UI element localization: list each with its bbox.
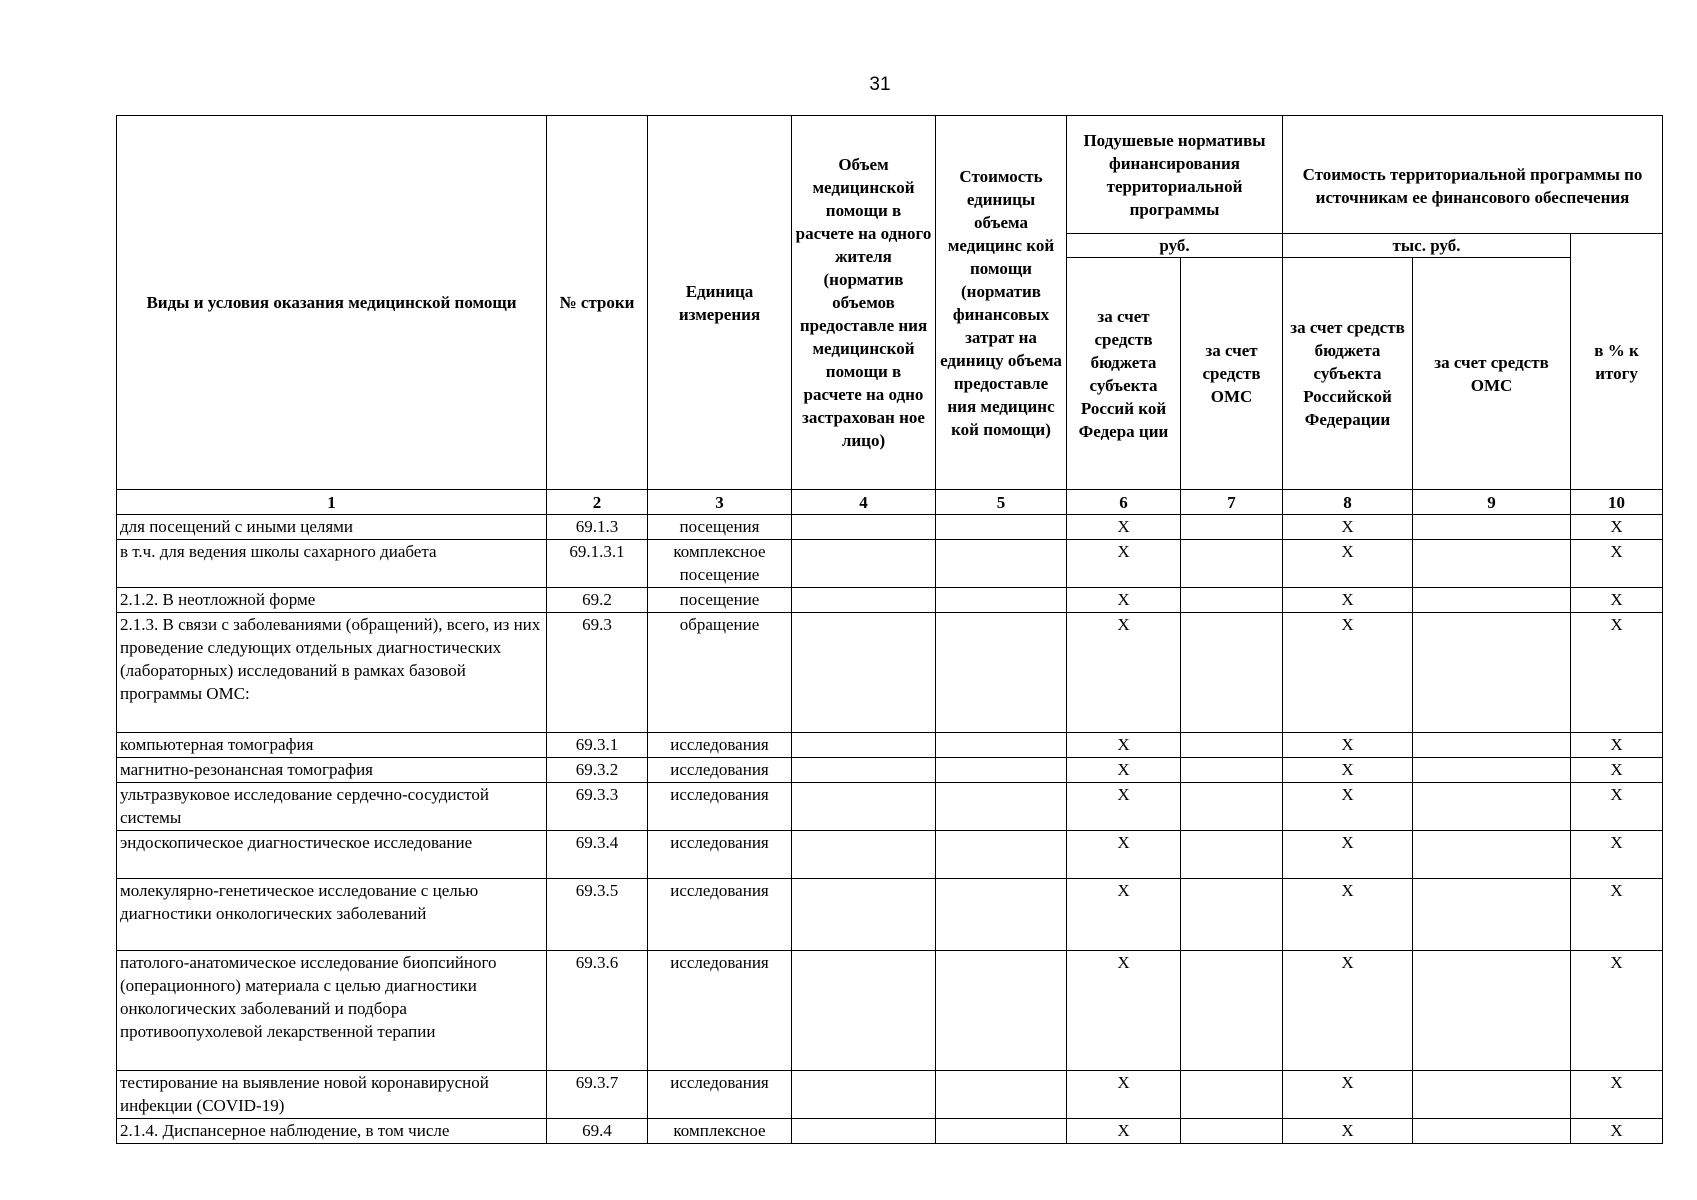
column-number: 4	[792, 490, 936, 515]
header-percapita-group: Подушевые нормативы финансирования территориальной программы	[1067, 116, 1283, 234]
row-number: 69.2	[547, 588, 648, 613]
row-unit: обращение	[648, 613, 792, 733]
row-name: ультразвуковое исследование сердечно-сосудистой системы	[117, 783, 547, 831]
table-row	[117, 1119, 1663, 1144]
row-unit-cost	[936, 613, 1067, 733]
row-volume	[792, 588, 936, 613]
row-unit-cost	[936, 1119, 1067, 1144]
row-oms-percapita	[1181, 879, 1283, 951]
table-row	[117, 758, 1663, 783]
row-number: 69.3.2	[547, 758, 648, 783]
row-oms-cost	[1413, 758, 1571, 783]
header-percent-of-total: в % к итогу	[1571, 234, 1663, 490]
row-oms-cost	[1413, 1119, 1571, 1144]
header-unit-rub: руб.	[1067, 234, 1283, 258]
row-number: 69.3.5	[547, 879, 648, 951]
row-oms-cost	[1413, 951, 1571, 1071]
row-name: тестирование на выявление новой коронавирусной инфекции (COVID-19)	[117, 1071, 547, 1119]
row-budget-cost: X	[1283, 1071, 1413, 1119]
row-oms-cost	[1413, 879, 1571, 951]
row-name: 2.1.2. В неотложной форме	[117, 588, 547, 613]
row-budget-cost: X	[1283, 783, 1413, 831]
row-oms-cost	[1413, 831, 1571, 879]
row-name: магнитно-резонансная томография	[117, 758, 547, 783]
row-percent: X	[1571, 613, 1663, 733]
row-unit-cost	[936, 831, 1067, 879]
row-oms-percapita	[1181, 831, 1283, 879]
row-unit-cost	[936, 879, 1067, 951]
table-header	[117, 116, 1663, 490]
table-row	[117, 1071, 1663, 1119]
row-oms-cost	[1413, 540, 1571, 588]
row-number: 69.3.4	[547, 831, 648, 879]
row-unit-cost	[936, 588, 1067, 613]
row-unit: посещение	[648, 588, 792, 613]
row-budget-cost: X	[1283, 515, 1413, 540]
row-oms-percapita	[1181, 1071, 1283, 1119]
header-unit: Единица измерения	[648, 116, 792, 490]
row-oms-percapita	[1181, 783, 1283, 831]
page-number: 31	[869, 74, 891, 95]
row-unit-cost	[936, 515, 1067, 540]
row-name: компьютерная томография	[117, 733, 547, 758]
row-volume	[792, 783, 936, 831]
row-unit: исследования	[648, 758, 792, 783]
table-row	[117, 879, 1663, 951]
row-unit-cost	[936, 758, 1067, 783]
row-name: 2.1.4. Диспансерное наблюдение, в том числе	[117, 1119, 547, 1144]
row-budget-percapita: X	[1067, 1071, 1181, 1119]
row-percent: X	[1571, 1071, 1663, 1119]
row-volume	[792, 758, 936, 783]
row-percent: X	[1571, 733, 1663, 758]
row-unit: комплексное	[648, 1119, 792, 1144]
row-oms-percapita	[1181, 758, 1283, 783]
row-oms-cost	[1413, 733, 1571, 758]
row-budget-percapita: X	[1067, 733, 1181, 758]
row-volume	[792, 879, 936, 951]
row-volume	[792, 733, 936, 758]
column-number: 1	[117, 490, 547, 515]
row-unit: исследования	[648, 831, 792, 879]
row-budget-percapita: X	[1067, 831, 1181, 879]
header-budget-cost: за счет средств бюджета субъекта Российской Федерации	[1283, 258, 1413, 490]
row-oms-percapita	[1181, 613, 1283, 733]
column-number: 7	[1181, 490, 1283, 515]
row-percent: X	[1571, 783, 1663, 831]
row-number: 69.1.3	[547, 515, 648, 540]
row-budget-percapita: X	[1067, 951, 1181, 1071]
row-unit: исследования	[648, 951, 792, 1071]
row-oms-cost	[1413, 515, 1571, 540]
row-budget-cost: X	[1283, 951, 1413, 1071]
row-volume	[792, 613, 936, 733]
row-volume	[792, 951, 936, 1071]
row-volume	[792, 1119, 936, 1144]
header-cost-group: Стоимость территориальной программы по источникам ее финансового обеспечения	[1283, 116, 1663, 234]
row-percent: X	[1571, 588, 1663, 613]
row-volume	[792, 540, 936, 588]
column-number: 2	[547, 490, 648, 515]
row-oms-percapita	[1181, 951, 1283, 1071]
row-budget-percapita: X	[1067, 1119, 1181, 1144]
header-budget-percapita: за счет средств бюджета субъекта Россий кой Федера ции	[1067, 258, 1181, 490]
header-unit-thousand-rub: тыс. руб.	[1283, 234, 1571, 258]
column-number: 10	[1571, 490, 1663, 515]
row-oms-percapita	[1181, 588, 1283, 613]
table-row	[117, 540, 1663, 588]
table-row	[117, 515, 1663, 540]
table-row	[117, 733, 1663, 758]
row-budget-cost: X	[1283, 613, 1413, 733]
row-budget-cost: X	[1283, 1119, 1413, 1144]
row-number: 69.3.6	[547, 951, 648, 1071]
row-budget-percapita: X	[1067, 540, 1181, 588]
row-oms-cost	[1413, 588, 1571, 613]
row-unit: посещения	[648, 515, 792, 540]
row-percent: X	[1571, 540, 1663, 588]
table-row	[117, 951, 1663, 1071]
row-name: эндоскопическое диагностическое исследование	[117, 831, 547, 879]
row-volume	[792, 831, 936, 879]
row-oms-percapita	[1181, 1119, 1283, 1144]
table-row	[117, 588, 1663, 613]
row-volume	[792, 1071, 936, 1119]
row-percent: X	[1571, 515, 1663, 540]
row-unit-cost	[936, 1071, 1067, 1119]
row-budget-percapita: X	[1067, 758, 1181, 783]
header-unit-cost: Стоимость единицы объема медицинс кой помощи (норматив финансовых затрат на единицу объема предоставле ния медицинс кой помощи)	[936, 116, 1067, 490]
row-unit: исследования	[648, 1071, 792, 1119]
table-row	[117, 831, 1663, 879]
row-oms-percapita	[1181, 733, 1283, 758]
row-number: 69.3.1	[547, 733, 648, 758]
row-percent: X	[1571, 831, 1663, 879]
row-budget-cost: X	[1283, 758, 1413, 783]
row-budget-cost: X	[1283, 540, 1413, 588]
row-budget-cost: X	[1283, 588, 1413, 613]
row-number: 69.3.7	[547, 1071, 648, 1119]
row-budget-percapita: X	[1067, 515, 1181, 540]
row-volume	[792, 515, 936, 540]
table-row	[117, 783, 1663, 831]
header-oms-percapita: за счет средств ОМС	[1181, 258, 1283, 490]
row-name: молекулярно-генетическое исследование с целью диагностики онкологических заболеваний	[117, 879, 547, 951]
row-oms-percapita	[1181, 515, 1283, 540]
row-budget-cost: X	[1283, 733, 1413, 758]
row-budget-cost: X	[1283, 879, 1413, 951]
row-name: патолого-анатомическое исследование биопсийного (операционного) материала с целью диагностики онкологических заболеваний и подбора противоопухолевой лекарственной терапии	[117, 951, 547, 1071]
row-budget-cost: X	[1283, 831, 1413, 879]
header-type-of-care: Виды и условия оказания медицинской помощи	[117, 116, 547, 490]
row-percent: X	[1571, 879, 1663, 951]
row-name: в т.ч. для ведения школы сахарного диабета	[117, 540, 547, 588]
column-number: 9	[1413, 490, 1571, 515]
table-body	[117, 490, 1663, 1144]
row-percent: X	[1571, 1119, 1663, 1144]
row-budget-percapita: X	[1067, 613, 1181, 733]
row-number: 69.1.3.1	[547, 540, 648, 588]
row-unit: исследования	[648, 783, 792, 831]
row-unit: комплексное посещение	[648, 540, 792, 588]
row-percent: X	[1571, 758, 1663, 783]
row-unit: исследования	[648, 733, 792, 758]
row-unit-cost	[936, 540, 1067, 588]
row-budget-percapita: X	[1067, 783, 1181, 831]
row-percent: X	[1571, 951, 1663, 1071]
row-unit-cost	[936, 951, 1067, 1071]
row-name: для посещений с иными целями	[117, 515, 547, 540]
row-number: 69.3	[547, 613, 648, 733]
header-volume-per-resident: Объем медицинской помощи в расчете на одного жителя (норматив объемов предоставле ния медицинской помощи в расчете на одно застрахован ное лицо)	[792, 116, 936, 490]
financing-table	[116, 115, 1663, 1144]
row-oms-cost	[1413, 613, 1571, 733]
header-oms-cost: за счет средств ОМС	[1413, 258, 1571, 490]
column-numbers-row	[117, 490, 1663, 515]
header-row-number: № строки	[547, 116, 648, 490]
table-row	[117, 613, 1663, 733]
row-number: 69.3.3	[547, 783, 648, 831]
column-number: 3	[648, 490, 792, 515]
row-name: 2.1.3. В связи с заболеваниями (обращений), всего, из них проведение следующих отдельных диагностических (лабораторных) исследований в рамках базовой программы ОМС:	[117, 613, 547, 733]
column-number: 6	[1067, 490, 1181, 515]
row-unit: исследования	[648, 879, 792, 951]
column-number: 5	[936, 490, 1067, 515]
row-unit-cost	[936, 733, 1067, 758]
row-oms-cost	[1413, 1071, 1571, 1119]
row-number: 69.4	[547, 1119, 648, 1144]
row-budget-percapita: X	[1067, 588, 1181, 613]
row-budget-percapita: X	[1067, 879, 1181, 951]
row-unit-cost	[936, 783, 1067, 831]
row-oms-percapita	[1181, 540, 1283, 588]
row-oms-cost	[1413, 783, 1571, 831]
column-number: 8	[1283, 490, 1413, 515]
